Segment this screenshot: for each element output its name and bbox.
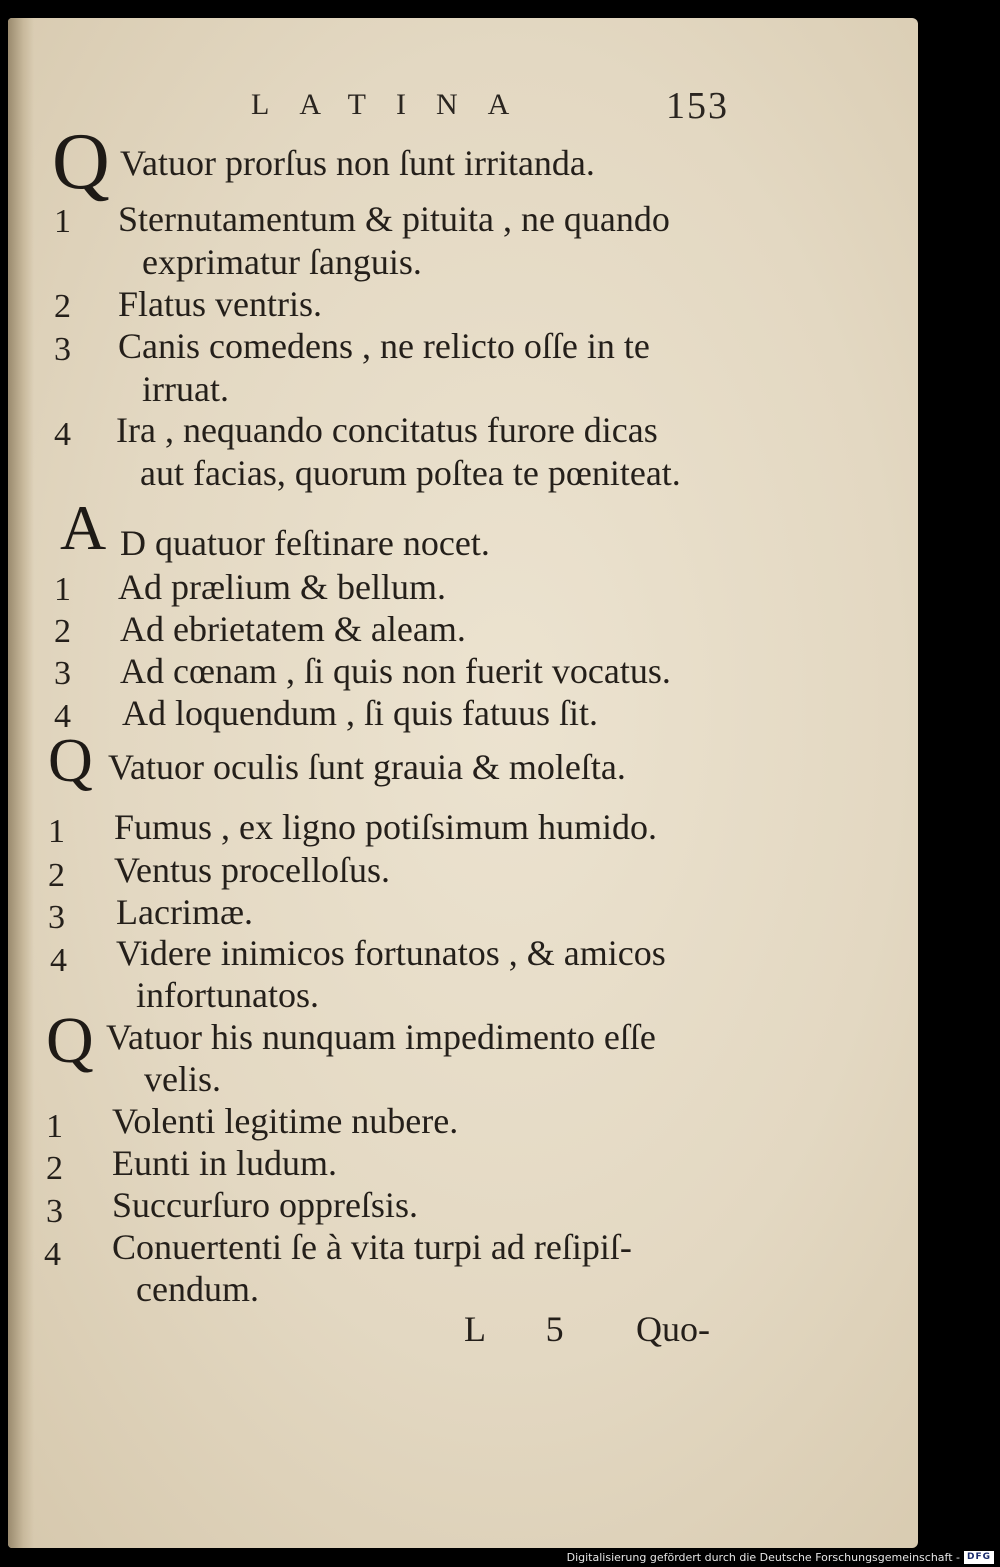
- section-4-item-4-line-2: cendum.: [136, 1269, 259, 1309]
- section-2-item-3-line-1: Ad cœnam , ſi quis non fuerit vocatus.: [120, 651, 671, 691]
- book-page: [8, 18, 918, 1548]
- section-1-item-2-line-1: Flatus ventris.: [118, 284, 322, 324]
- section-4-item-3-line-1: Succurſuro oppreſsis.: [112, 1185, 418, 1225]
- section-1-item-4-line-1: Ira , nequando concitatus furore dicas: [116, 410, 658, 450]
- section-4-initial: Q: [46, 1004, 94, 1077]
- section-3-item-4-number: 4: [50, 942, 67, 979]
- section-3-item-4-line-2: infortunatos.: [136, 975, 319, 1015]
- dfg-logo-icon: DFG: [964, 1551, 994, 1564]
- section-4-item-4-number: 4: [44, 1236, 61, 1273]
- section-1-item-2-number: 2: [54, 288, 71, 325]
- section-4-item-3-number: 3: [46, 1193, 63, 1230]
- section-2-item-2-line-1: Ad ebrietatem & aleam.: [120, 609, 466, 649]
- section-4-item-4-line-1: Conuertenti ſe à vita turpi ad reſipiſ-: [112, 1227, 632, 1267]
- section-1-item-3-number: 3: [54, 331, 71, 368]
- section-3-heading: Vatuor oculis ſunt grauia & moleſta.: [108, 747, 626, 787]
- section-4-item-2-line-1: Eunti in ludum.: [112, 1143, 337, 1183]
- page-header: [8, 85, 918, 128]
- section-4-heading-line-1: Vatuor his nunquam impedimento eſſe: [106, 1017, 656, 1057]
- section-2-item-1-line-1: Ad prælium & bellum.: [118, 567, 446, 607]
- section-2-initial: A: [60, 492, 107, 563]
- section-4-item-2-number: 2: [46, 1150, 63, 1187]
- signature-mark: L 5: [464, 1309, 590, 1349]
- section-4-item-1-number: 1: [46, 1108, 63, 1145]
- section-3-item-1-number: 1: [48, 813, 65, 850]
- section-1-item-3-line-2: irruat.: [142, 369, 229, 409]
- section-3-item-3-number: 3: [48, 899, 65, 936]
- section-1-item-1-line-2: exprimatur ſanguis.: [142, 242, 422, 282]
- section-3-item-3-line-1: Lacrimæ.: [116, 892, 253, 932]
- section-1-item-1-line-1: Sternutamentum & pituita , ne quando: [118, 199, 670, 239]
- section-3-initial: Q: [48, 727, 93, 795]
- section-4-item-1-line-1: Volenti legitime nubere.: [112, 1101, 459, 1141]
- section-2-heading: D quatuor feſtinare nocet.: [120, 523, 490, 563]
- page-number: 153: [666, 85, 729, 127]
- section-2-item-4-number: 4: [54, 698, 71, 735]
- section-2-item-2-number: 2: [54, 613, 71, 650]
- section-1-item-3-line-1: Canis comedens , ne relicto oſſe in te: [118, 326, 650, 366]
- section-4-heading-line-2: velis.: [144, 1059, 221, 1099]
- section-1-heading: Vatuor prorſus non ſunt irritanda.: [120, 143, 595, 183]
- running-title: LATINA: [251, 88, 540, 121]
- section-2-item-4-line-1: Ad loquendum , ſi quis fatuus ſit.: [122, 693, 598, 733]
- section-1-item-1-number: 1: [54, 203, 71, 240]
- section-3-item-4-line-1: Videre inimicos fortunatos , & amicos: [116, 933, 666, 973]
- digitization-credit: Digitalisierung gefördert durch die Deutsche Forschungsgemeinschaft -: [566, 1551, 960, 1564]
- section-3-item-2-number: 2: [48, 857, 65, 894]
- section-2-item-1-number: 1: [54, 571, 71, 608]
- section-1-item-4-line-2: aut facias, quorum poſtea te pœniteat.: [140, 453, 681, 493]
- section-1-initial: Q: [52, 118, 110, 206]
- section-2-item-3-number: 3: [54, 655, 71, 692]
- section-3-item-2-line-1: Ventus procelloſus.: [114, 850, 390, 890]
- catchword: Quo-: [636, 1309, 710, 1349]
- section-3-item-1-line-1: Fumus , ex ligno potiſsimum humido.: [114, 807, 658, 847]
- section-1-item-4-number: 4: [54, 416, 71, 453]
